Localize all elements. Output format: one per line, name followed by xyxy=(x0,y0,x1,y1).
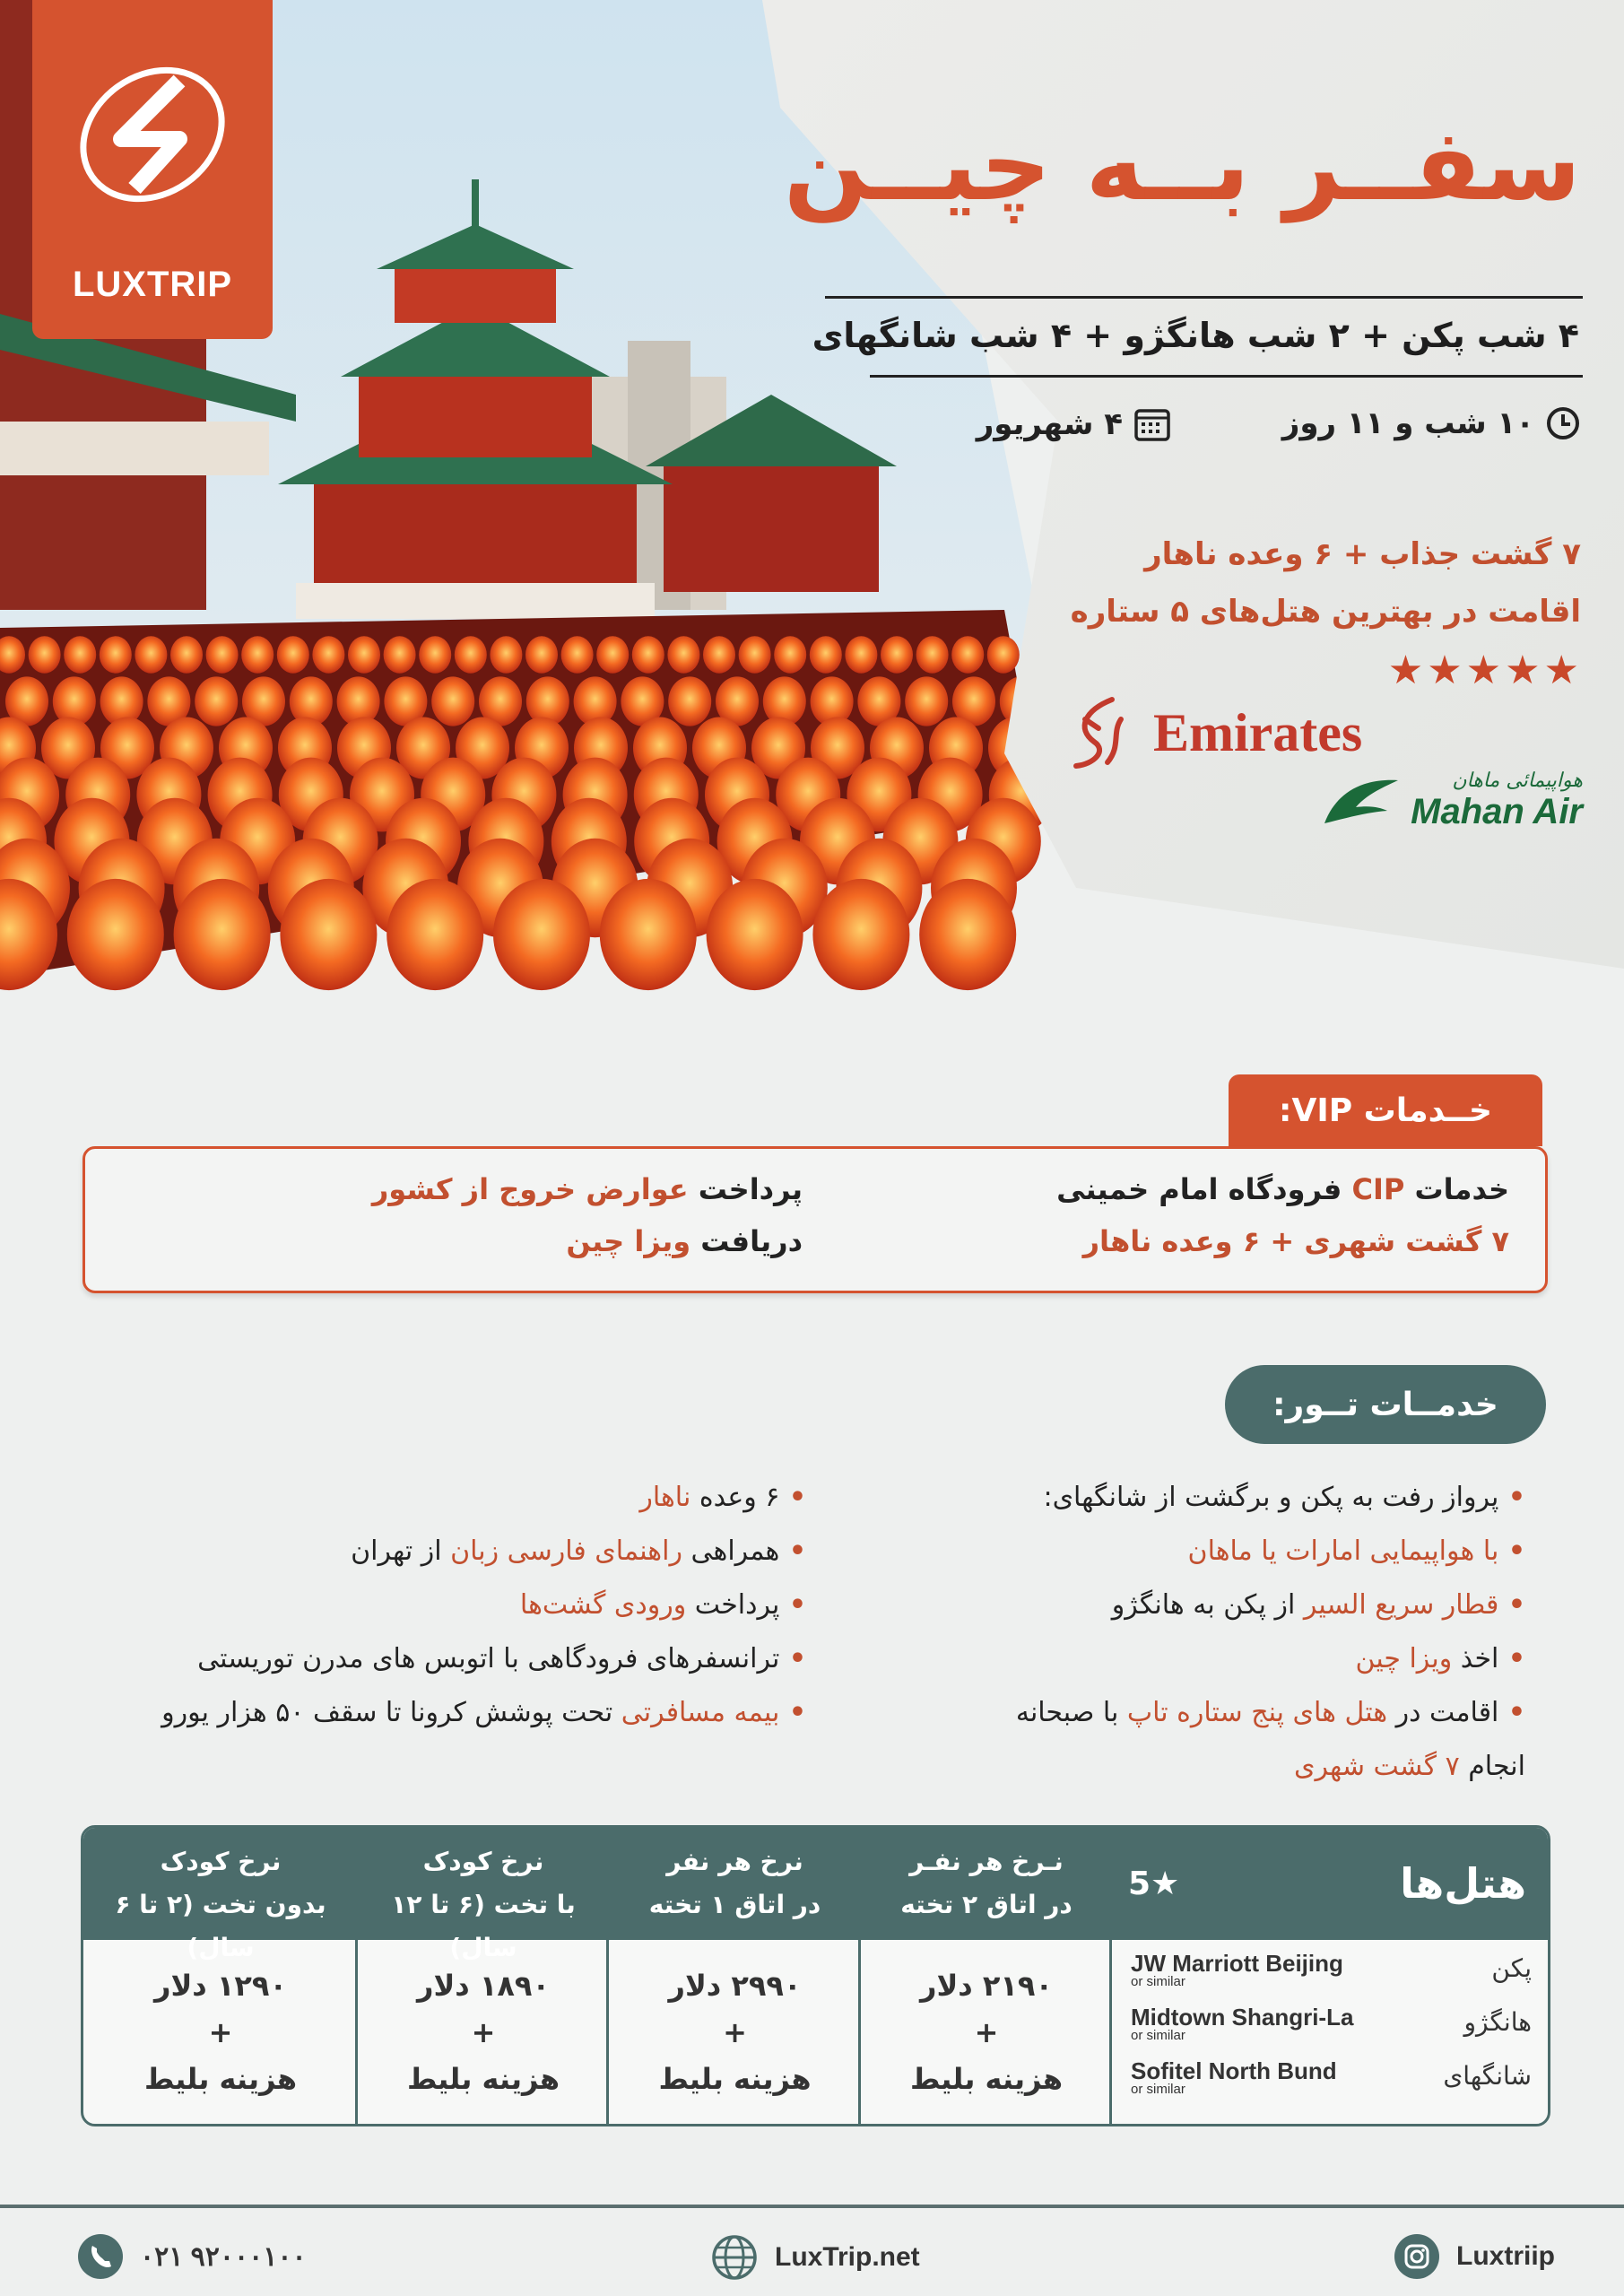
lantern xyxy=(668,676,711,726)
tour-item xyxy=(1043,1482,1525,1513)
lantern xyxy=(525,636,558,673)
instagram-link[interactable] xyxy=(1394,2233,1555,2280)
lantern xyxy=(596,636,629,673)
lantern xyxy=(419,636,451,673)
lantern xyxy=(100,636,132,673)
tour-item-highlight: هتل های پنج ستاره تاپ xyxy=(1126,1697,1388,1728)
instagram-handle: Luxtriip xyxy=(1456,2241,1555,2271)
bullet-icon: • xyxy=(1498,1589,1525,1621)
page-title: سفــر بــه چیــن xyxy=(783,108,1581,222)
mahan-persian-name: هواپیمائی ماهان xyxy=(1452,770,1583,792)
tour-services-heading: خدمــات تــور: xyxy=(1225,1365,1546,1444)
pricing-table xyxy=(81,1825,1550,2126)
instagram-icon xyxy=(1394,2233,1440,2280)
vip-services-heading: خــدمات VIP: xyxy=(1229,1074,1542,1146)
hotel-shanghai xyxy=(1131,2057,1337,2097)
tour-item-highlight: راهنمای فارسی زبان xyxy=(450,1535,682,1567)
tour-item-highlight: ویزا چین xyxy=(1355,1643,1453,1674)
duration xyxy=(1282,405,1581,441)
hotel-name: Sofitel North Bund xyxy=(1131,2057,1337,2084)
lantern xyxy=(241,636,274,673)
vip-item-highlight: ویزا چین xyxy=(566,1224,691,1258)
lantern xyxy=(987,636,1020,673)
tour-item xyxy=(1294,1751,1525,1782)
lantern xyxy=(312,636,344,673)
ticket-cost-label: هزینه بلیط xyxy=(909,2062,1064,2096)
lantern xyxy=(845,636,877,673)
lantern xyxy=(881,636,913,673)
tour-item-text: با صبحانه xyxy=(1015,1697,1127,1728)
website-link[interactable] xyxy=(710,2233,920,2282)
tour-item xyxy=(197,1643,806,1674)
mahan-wordmark: Mahan Air xyxy=(1411,792,1583,831)
price-child-with-bed xyxy=(358,1962,609,2102)
vip-item-text: دریافت xyxy=(690,1224,803,1258)
route-text: ۴ شب پکن + ۲ شب هانگژو + ۴ شب شانگهای xyxy=(812,316,1579,355)
tour-item-text: ترانسفرهای فرودگاهی با اتوبس های مدرن توریستی xyxy=(197,1643,780,1674)
hotels-title: هتل‌ها xyxy=(1400,1859,1526,1908)
brand-name: LUXTRIP xyxy=(72,265,233,304)
price-single-room xyxy=(609,1962,861,2102)
lantern xyxy=(384,636,416,673)
lantern xyxy=(810,636,842,673)
lantern xyxy=(277,636,309,673)
lantern xyxy=(739,636,771,673)
bullet-icon: • xyxy=(1498,1643,1525,1674)
phone-icon xyxy=(77,2233,124,2280)
calendar-icon xyxy=(1133,405,1171,443)
header-line: با تخت (۶ تا ۱۲ سال) xyxy=(391,1890,576,1962)
header-line: در اتاق ۲ تخته xyxy=(900,1890,1073,1919)
tour-item-text: اخذ xyxy=(1452,1643,1499,1674)
lantern xyxy=(431,676,474,726)
footer-divider xyxy=(0,2205,1624,2208)
bullet-icon: • xyxy=(1498,1482,1525,1513)
lantern xyxy=(493,879,590,990)
tour-item xyxy=(520,1589,806,1621)
tour-item-text: انجام xyxy=(1459,1751,1525,1782)
header-line: بدون تخت (۲ تا ۶ سال) xyxy=(115,1890,326,1962)
ticket-cost-label: هزینه بلیط xyxy=(658,2062,812,2096)
lantern xyxy=(919,879,1016,990)
bullet-icon: • xyxy=(779,1482,806,1513)
price-child-no-bed xyxy=(83,1962,358,2102)
header-single-room xyxy=(609,1828,861,1940)
tour-item-text: ۶ وعده xyxy=(690,1482,780,1513)
hotel-beijing xyxy=(1131,1950,1343,1989)
lantern xyxy=(774,636,806,673)
price-value: ۱۸۹۰ دلار xyxy=(417,1969,550,2003)
bullet-icon: • xyxy=(779,1697,806,1728)
tour-item-highlight: ورودی گشت‌ها xyxy=(519,1589,687,1621)
header-child-with-bed xyxy=(358,1828,609,1962)
highlight-tours: ۷ گشت جذاب + ۶ وعده ناهار xyxy=(1144,536,1581,572)
price-double-room xyxy=(861,1962,1112,2102)
ticket-cost-label: هزینه بلیط xyxy=(143,2062,298,2096)
tour-item xyxy=(351,1535,806,1567)
vip-item-highlight: عوارض خروج از کشور xyxy=(371,1172,689,1206)
hotel-note: or similar xyxy=(1131,1974,1185,1989)
lantern xyxy=(64,636,96,673)
lantern xyxy=(67,879,164,990)
lantern xyxy=(386,879,483,990)
lantern xyxy=(916,636,949,673)
hotel-note: or similar xyxy=(1131,2082,1185,2097)
vip-item-text: فرودگاه امام خمینی xyxy=(1056,1172,1352,1206)
lantern xyxy=(905,676,948,726)
price-value: ۲۱۹۰ دلار xyxy=(920,1969,1053,2003)
plus-sign: + xyxy=(723,2015,747,2049)
lantern xyxy=(561,636,594,673)
vip-item-highlight: ۷ گشت شهری + ۶ وعده ناهار xyxy=(1082,1224,1509,1258)
divider-bottom xyxy=(870,375,1583,378)
bullet-icon: • xyxy=(779,1589,806,1621)
bullet-icon: • xyxy=(779,1643,806,1674)
hotel-name: Midtown Shangri-La xyxy=(1131,2004,1354,2031)
bullet-icon: • xyxy=(1498,1535,1525,1567)
tour-item-highlight: بیمه مسافرتی xyxy=(621,1697,780,1728)
lantern xyxy=(135,636,167,673)
hotels-header xyxy=(1112,1828,1548,1940)
emirates-calligraphy-icon xyxy=(1058,692,1139,773)
lantern xyxy=(703,636,735,673)
header-double-room xyxy=(861,1828,1112,1940)
vip-services-box xyxy=(83,1146,1548,1293)
city-shanghai: شانگهای xyxy=(1443,2061,1532,2091)
lantern xyxy=(174,879,271,990)
header-line: نرخ کودک xyxy=(160,1847,282,1876)
hotel-name: JW Marriott Beijing xyxy=(1131,1950,1343,1977)
tour-item-highlight: قطار سریع السیر xyxy=(1303,1589,1499,1621)
divider-top xyxy=(825,296,1583,299)
tour-item-text: اقامت در xyxy=(1387,1697,1499,1728)
lantern xyxy=(632,636,664,673)
date-text: ۴ شهریور xyxy=(976,406,1123,442)
vip-item xyxy=(566,1224,803,1258)
lantern xyxy=(206,636,239,673)
lantern xyxy=(707,879,803,990)
lantern xyxy=(348,636,380,673)
city-beijing: پکن xyxy=(1491,1953,1532,1983)
lantern xyxy=(29,636,61,673)
header-line: در اتاق ۱ تخته xyxy=(648,1890,821,1919)
tour-item-text: از تهران xyxy=(351,1535,451,1567)
lantern xyxy=(667,636,699,673)
tour-item xyxy=(1356,1643,1526,1674)
five-star-rating: ★★★★★ xyxy=(1387,648,1583,693)
duration-text: ۱۰ شب و ۱۱ روز xyxy=(1281,405,1534,441)
hotel-note: or similar xyxy=(1131,2028,1185,2043)
mahan-bird-icon xyxy=(1316,770,1402,832)
price-value: ۲۹۹۰ دلار xyxy=(668,1969,802,2003)
bullet-icon: • xyxy=(1498,1697,1525,1728)
plus-sign: + xyxy=(208,2015,233,2049)
vip-item-highlight: CIP xyxy=(1351,1172,1405,1206)
tour-item-text: همراهی xyxy=(682,1535,780,1567)
header-line: نـرخ هر نفـر xyxy=(909,1847,1064,1876)
tour-item xyxy=(161,1697,806,1728)
header-line: نرخ هر نفر xyxy=(666,1847,803,1876)
website-url: LuxTrip.net xyxy=(775,2242,920,2272)
lantern xyxy=(280,879,377,990)
plus-sign: + xyxy=(974,2015,999,2049)
lantern xyxy=(170,636,203,673)
lantern xyxy=(951,636,984,673)
luxtrip-emblem-icon xyxy=(72,54,233,215)
vip-item-text: خدمات xyxy=(1404,1172,1509,1206)
tour-item-text: پرداخت xyxy=(686,1589,780,1621)
ticket-cost-label: هزینه بلیط xyxy=(406,2062,560,2096)
tour-item-text: از پکن به هانگژو xyxy=(1111,1589,1304,1621)
plus-sign: + xyxy=(471,2015,496,2049)
tour-item xyxy=(1112,1589,1525,1621)
star-class: 5★ xyxy=(1128,1866,1180,1902)
vip-item xyxy=(1083,1224,1509,1258)
hotel-hangzhou xyxy=(1131,2004,1353,2043)
phone-contact[interactable] xyxy=(77,2233,307,2280)
highlight-hotels: اقامت در بهترین هتل‌های ۵ ستاره xyxy=(1070,594,1581,630)
tour-item-highlight: ناهار xyxy=(639,1482,691,1513)
tour-item-highlight: ۷ گشت شهری xyxy=(1293,1751,1460,1782)
vip-item-text: پرداخت xyxy=(688,1172,803,1206)
lantern xyxy=(195,676,238,726)
luxtrip-logo[interactable] xyxy=(32,0,273,339)
emirates-logo xyxy=(1058,692,1362,773)
vip-item xyxy=(372,1172,803,1206)
departure-date xyxy=(977,405,1171,443)
tour-item-text: پرواز رفت به پکن و برگشت از شانگهای: xyxy=(1043,1482,1499,1513)
vip-item xyxy=(1056,1172,1509,1206)
mahan-air-logo xyxy=(1316,770,1583,832)
emirates-wordmark: Emirates xyxy=(1153,702,1363,762)
lantern xyxy=(455,636,487,673)
price-value: ۱۲۹۰ دلار xyxy=(154,1969,287,2003)
globe-icon xyxy=(710,2233,759,2282)
lantern xyxy=(600,879,697,990)
lantern xyxy=(812,879,909,990)
lantern xyxy=(490,636,522,673)
header-child-no-bed xyxy=(83,1828,358,1962)
tour-item xyxy=(1016,1697,1525,1728)
city-hangzhou: هانگژو xyxy=(1463,2007,1532,2037)
phone-number: ۰۲۱ ۹۲۰۰۰۱۰۰ xyxy=(140,2241,307,2272)
tour-item-highlight: با هواپیمایی امارات یا ماهان xyxy=(1187,1535,1499,1567)
header-line: نرخ کودک xyxy=(422,1847,544,1876)
tour-item xyxy=(1188,1535,1525,1567)
clock-icon xyxy=(1545,405,1581,441)
tour-item xyxy=(639,1482,806,1513)
tour-item-text: تحت پوشش کرونا تا سقف ۵۰ هزار یورو xyxy=(161,1697,621,1728)
bullet-icon: • xyxy=(779,1535,806,1567)
